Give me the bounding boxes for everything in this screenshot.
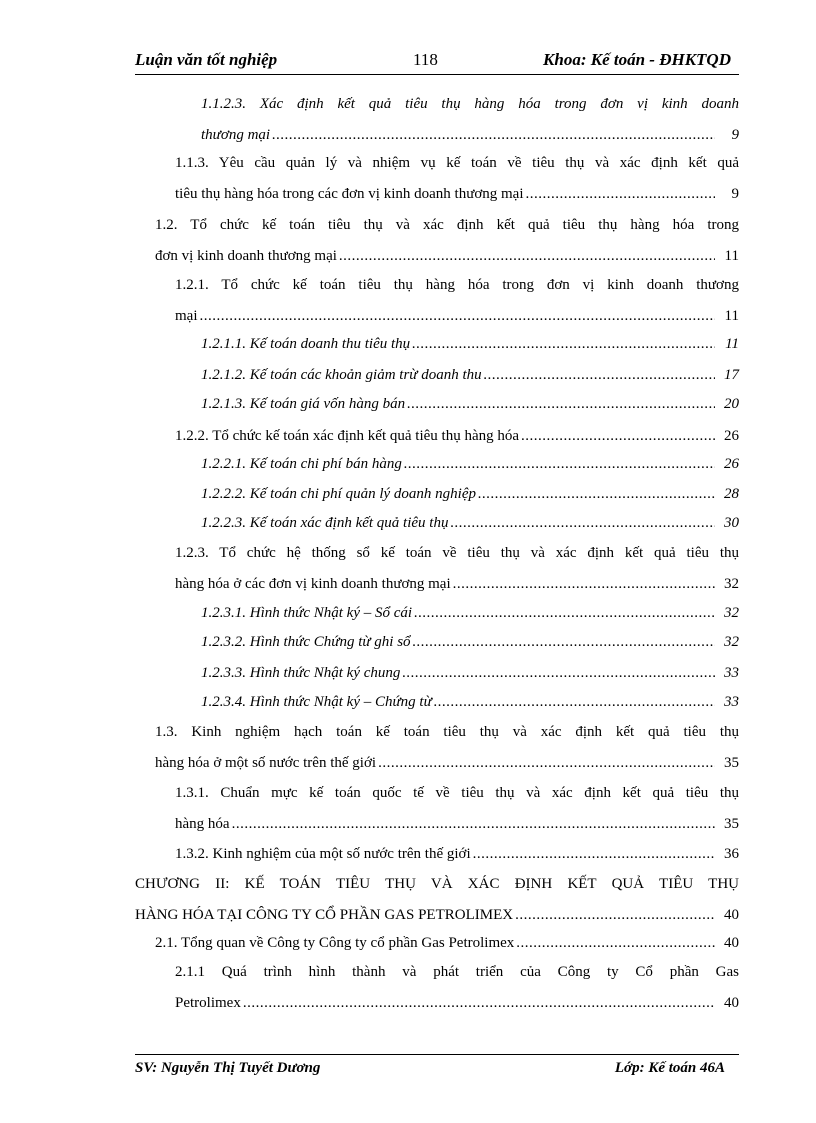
toc-line: 1.3.2. Kinh nghiệm của một số nước trên thế giới xyxy=(175,846,471,862)
toc-page: 11 xyxy=(724,308,739,324)
toc-page: 36 xyxy=(724,846,739,862)
toc-page: 40 xyxy=(724,907,739,923)
page-footer xyxy=(135,1054,739,1083)
toc-line: 1.2.1.1. Kế toán doanh thu tiêu thụ xyxy=(201,336,411,352)
toc-entry xyxy=(175,155,739,211)
toc-line-1: 1.3.1. Chuẩn mực kế toán quốc tế về tiêu thụ và xác định kết quả tiêu thụ xyxy=(175,785,739,801)
toc-line-1: 1.1.2.3. Xác định kết quả tiêu thụ hàng hóa trong đơn vị kinh doanh xyxy=(201,96,739,112)
toc-line-2: hàng hóa xyxy=(175,816,230,832)
toc-page: 30 xyxy=(724,515,739,531)
toc-line-2: thương mại xyxy=(201,127,271,143)
toc-page: 9 xyxy=(731,127,739,143)
toc-page: 33 xyxy=(724,665,739,681)
toc-page: 11 xyxy=(725,336,739,352)
toc-line: 2.1. Tổng quan về Công ty Công ty cổ phần Gas Petrolimex xyxy=(155,935,515,951)
toc-line: 1.2.1.3. Kế toán giá vốn hàng bán xyxy=(201,396,406,412)
toc-line: 1.2.2.2. Kế toán chi phí quản lý doanh nghiệp xyxy=(201,486,476,502)
toc-page: 26 xyxy=(724,456,739,472)
toc-page: 11 xyxy=(724,248,739,264)
footer-student-name: SV: Nguyễn Thị Tuyết Dương xyxy=(135,1060,321,1076)
toc-entry xyxy=(155,217,739,273)
toc-page: 9 xyxy=(731,186,739,202)
toc-entry xyxy=(175,964,739,1020)
toc-entry xyxy=(175,277,739,333)
toc-line: 1.2.3.1. Hình thức Nhật ký – Sổ cái xyxy=(201,605,413,621)
toc-line-2: đơn vị kinh doanh thương mại xyxy=(155,248,337,264)
toc-line-2: mại xyxy=(175,308,198,324)
toc-entry-chapter xyxy=(135,876,739,932)
toc-page: 35 xyxy=(724,816,739,832)
toc-page: 40 xyxy=(724,935,739,951)
toc-line-2: HÀNG HÓA TẠI CÔNG TY CỔ PHẦN GAS PETROLIMEX xyxy=(135,907,514,923)
toc-entry xyxy=(155,724,739,780)
toc-line-2: Petrolimex xyxy=(175,995,241,1011)
toc-line-1: 2.1.1 Quá trình hình thành và phát triển của Công ty Cổ phần Gas xyxy=(175,964,739,980)
toc-line: 1.2.3.2. Hình thức Chứng từ ghi sổ xyxy=(201,634,411,650)
toc-entry xyxy=(201,96,739,152)
footer-class: Lớp: Kế toán 46A xyxy=(614,1060,725,1076)
toc-line-1: CHƯƠNG II: KẾ TOÁN TIÊU THỤ VÀ XÁC ĐỊNH KẾT QUẢ TIÊU THỤ xyxy=(135,876,739,892)
toc-page: 40 xyxy=(724,995,739,1011)
header-faculty: Khoa: Kế toán - ĐHKTQD xyxy=(543,50,731,69)
toc-page: 32 xyxy=(724,605,739,621)
toc-entry xyxy=(175,785,739,841)
toc-page: 17 xyxy=(724,367,739,383)
toc-line-1: 1.3. Kinh nghiệm hạch toán kế toán tiêu thụ và xác định kết quả tiêu thụ xyxy=(155,724,739,740)
toc-page: 35 xyxy=(724,755,739,771)
page-number: 118 xyxy=(413,50,438,69)
toc-page: 32 xyxy=(724,634,739,650)
toc-page: 20 xyxy=(724,396,739,412)
toc-page: 32 xyxy=(724,576,739,592)
page-header xyxy=(135,48,739,75)
toc-line-1: 1.2. Tổ chức kế toán tiêu thụ và xác định kết quả tiêu thụ hàng hóa trong xyxy=(155,217,739,233)
toc-line: 1.2.1.2. Kế toán các khoản giảm trừ doanh thu xyxy=(201,367,482,383)
toc-line-2: tiêu thụ hàng hóa trong các đơn vị kinh doanh thương mại xyxy=(175,186,524,202)
toc-page: 26 xyxy=(724,428,739,444)
toc-line-1: 1.2.1. Tổ chức kế toán tiêu thụ hàng hóa trong đơn vị kinh doanh thương xyxy=(175,277,739,293)
toc-line-2: hàng hóa ở các đơn vị kinh doanh thương mại xyxy=(175,576,451,592)
toc-page: 33 xyxy=(724,694,739,710)
toc-line: 1.2.3.4. Hình thức Nhật ký – Chứng từ xyxy=(201,694,432,710)
header-thesis-title: Luận văn tốt nghiệp xyxy=(135,50,278,69)
toc-line: 1.2.2.1. Kế toán chi phí bán hàng xyxy=(201,456,402,472)
toc-page: 28 xyxy=(724,486,739,502)
toc-line-2: hàng hóa ở một số nước trên thế giới xyxy=(155,755,377,771)
toc-line-1: 1.2.3. Tổ chức hệ thống sổ kế toán về tiêu thụ và xác định kết quả tiêu thụ xyxy=(175,545,739,561)
toc-line: 1.2.2. Tổ chức kế toán xác định kết quả tiêu thụ hàng hóa xyxy=(175,428,520,444)
toc-line: 1.2.3.3. Hình thức Nhật ký chung xyxy=(201,665,401,681)
toc-line-1: 1.1.3. Yêu cầu quản lý và nhiệm vụ kế toán về tiêu thụ và xác định kết quả xyxy=(175,155,739,171)
toc-line: 1.2.2.3. Kế toán xác định kết quả tiêu thụ xyxy=(201,515,449,531)
toc-entry xyxy=(175,545,739,601)
